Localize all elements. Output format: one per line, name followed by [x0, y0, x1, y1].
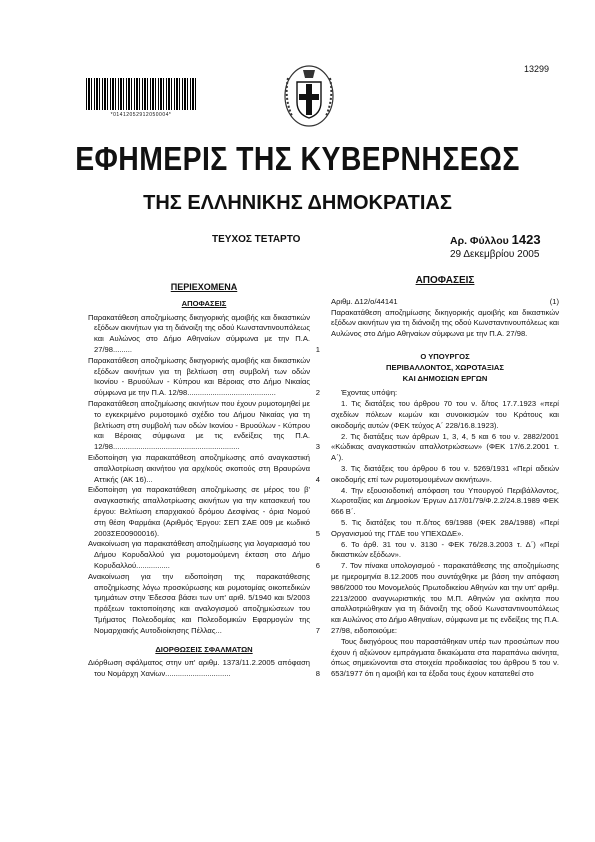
minister-title: Ο ΥΠΟΥΡΓΟΣ [420, 351, 470, 361]
decision-reference [331, 297, 559, 308]
body-paragraph: 5. Τις διατάξεις του π.δ/τος 69/1988 (ΦΕΚ 28Α/1988) «Περί Οργανισμού της ΓΓΔΕ του ΥΠΕΧΩΔΕ». [331, 517, 559, 538]
toc-entry: Ειδοποίηση για παρακατάθεση αποζημίωσης σε μέρος του β' αναγκαστικής απαλλοτρίωσης ακινήτων για την κατασκευή του έργου: Βελτίωση επαρχιακού δρόμου Δεσφίνας - όρια Νομού στη θέση Φαρμάκα (Αριθμός Έργου: ΣΕΠ ΣΑΕ 009 με κωδικό 2003ΣΕ00900016). 5 [88, 485, 320, 538]
ministry-name-line1: ΠΕΡΙΒΑΛΛΟΝΤΟΣ, ΧΩΡΟΤΑΞΙΑΣ [386, 362, 504, 372]
toc-entry: Παρακατάθεση αποζημίωσης δικηγορικής αμοιβής και δικαστικών εξόδων ακινήτων για τη διάνοιξη της οδού Κωνσταντινουπόλεως και Αυλώνος στο Δήμο Αθηναίων σύμφωνα με την Π.Α. 27/98......... 1 [88, 312, 320, 354]
toc-section-corrections: ΔΙΟΡΘΩΣΕΙΣ ΣΦΑΛΜΑΤΩΝ [155, 644, 253, 654]
toc-section-decisions: ΑΠΟΦΑΣΕΙΣ [181, 298, 227, 308]
body-paragraph: 1. Τις διατάξεις του άρθρου 70 του ν. δ/τος 17.7.1923 «περί σχεδίων πόλεων κωμών και συνοικισμών του Κράτους και οικοδομής αυτών (ΦΕΚ τεύχος Α΄ 228/16.8.1923). [331, 399, 559, 430]
decision-index: (1) [549, 296, 559, 306]
body-paragraph: 2. Τις διατάξεις των άρθρων 1, 3, 4, 5 και 6 του ν. 2882/2001 «Κώδικας αναγκαστικών απαλλοτριώσεων» (ΦΕΚ 17/6.2.2001 τ. Α΄). [331, 431, 559, 463]
toc-entry: Παρακατάθεση αποζημίωσης ακινήτων που έχουν ρυμοτομηθεί με το εγκεκριμένο ρυμοτομικό σχέδιο του Δήμου Νικαίας για τη βελτίωση στη συμβολή των οδών Ικονίου - Βρυούλων - Κύπρου και Βέροιας σύμφωνα με τις ενδείξεις της Π.Α. 12/98............................................................ 3 [88, 398, 320, 452]
sheet-label: Αρ. Φύλλου [450, 235, 509, 247]
sheet-value: 1423 [511, 232, 541, 247]
ministry-name-line2: ΚΑΙ ΔΗΜΟΣΙΩΝ ΕΡΓΩΝ [402, 373, 488, 383]
body-paragraph: 3. Τις διατάξεις του άρθρου 6 του ν. 5269/1931 «Περί αδειών οικοδομής επί των ρυμοτομουμένων ακινήτων». [331, 463, 559, 484]
toc-entry: Ανακοίνωση για παρακατάθεση αποζημίωσης για λογαριασμό του Δήμου Κορυδαλλού για ρυμοτομούμενη έκταση στο Δήμο Κορυδαλλού................ 6 [88, 539, 320, 570]
body-paragraph: Τους δικηγόρους που παραστάθηκαν υπέρ των προσώπων που έχουν ή αξιώνουν εμπράγματα δικαιώματα στα παραπάνω ακίνητα, όπως σημειώνονται στα στοιχεία προδικασίας του άρθρου 5 του ν. 653/1977 ότι η αμοιβή και τα έξοδα τους έχουν κατατεθεί στο [331, 636, 559, 679]
issue-date: 29 Δεκεμβρίου 2005 [450, 249, 540, 260]
barcode [86, 78, 196, 110]
page-number: 13299 [523, 64, 549, 74]
toc-entry: Παρακατάθεση αποζημίωσης δικηγορικής αμοιβής και δικαστικών εξόδων ακινήτων για τη βελτίωση στη συμβολή των οδών Ικονίου - Βρυούλων - Κύπρου και Βέροιας στο Δήμο Νικαίας σύμφωνα με την Π.Α. 12/98.......................................... 2 [88, 355, 320, 398]
having-regard: Έχοντας υπόψη: [341, 388, 398, 398]
decision-body [331, 276, 559, 680]
body-paragraph: 6. Το άρθ. 31 του ν. 3130 - ΦΕΚ 76/28.3.2003 τ. Δ΄) «Περί δικαστικών εξόδων». [331, 539, 559, 560]
series-label: ΤΕΥΧΟΣ ΤΕΤΑΡΤΟ [212, 234, 301, 245]
table-of-contents [88, 282, 320, 680]
gazette-title: ΕΦΗΜΕΡΙΣ ΤΗΣ ΚΥΒΕΡΝΗΣΕΩΣ [75, 140, 520, 177]
reference-number: Αριθμ. Δ12/ο/44141 [331, 296, 398, 306]
sheet-number [450, 232, 541, 247]
decision-intro: Παρακατάθεση αποζημίωσης δικηγορικής αμοιβής και δικαστικών εξόδων ακινήτων για τη διάνοιξη της οδού Κωνσταντινουπόλεως και Αυλώνος στο Δήμο Αθηναίων σύμφωνα με την Π.Α. 27/98. [331, 307, 559, 339]
greek-coat-of-arms-icon [282, 58, 336, 130]
toc-entry: Ειδοποίηση για παρακατάθεση αποζημίωσης από αναγκαστική απαλλοτρίωση ακινήτου για αρχ/κούς σκοπούς στη Βραυρώνα Αττικής (ΑΚ 16)... 4 [88, 452, 320, 484]
barcode-number: *01412052912050004* [110, 112, 172, 118]
toc-heading: ΠΕΡΙΕΧΟΜΕΝΑ [170, 282, 238, 292]
gazette-subtitle: ΤΗΣ ΕΛΛΗΝΙΚΗΣ ΔΗΜΟΚΡΑΤΙΑΣ [143, 192, 452, 214]
decisions-heading: ΑΠΟΦΑΣΕΙΣ [415, 275, 475, 286]
body-paragraph: 4. Την εξουσιοδοτική απόφαση του Υπουργού Περιβάλλοντος, Χωροταξίας και Δημοσίων Έργων Δ17/01/79/Φ.2.2/24.8.1989 ΦΕΚ 666 Β΄. [331, 485, 559, 517]
body-paragraph: 7. Τον πίνακα υπολογισμού - παρακατάθεσης της αποζημίωσης με ημερομηνία 8.12.2005 που συντάχθηκε με βάση την απόφαση 986/2000 του Μονομελούς Πρωτοδικείου Αθηνών και την υπ' αριθμ. 2213/2000 αναγνωριστικής του Μ.Π. Αθηνών για ακίνητα που απαλλοτριώθηκαν για τη διάνοιξη της οδού Κωνσταντινουπόλεως και Αυλώνος στο Δήμο Αθηναίων, σύμφωνα με τις ενδείξεις της Π.Α. 27/98, ειδοποιούμε: [331, 561, 559, 635]
toc-entry: Ανακοίνωση για την ειδοποίηση της παρακατάθεσης αποζημίωσης λόγω προσκύρωσης και ρυμοτομίας οικοπεδικών τμημάτων στην Έδεσσα βάσει των υπ' αριθ. 5/1940 και 5/2003 πράξεων τακτοποίησης και αναλογισμού αποζημιώσεων του Τμήματος Πολεοδομίας και Πολεοδομικών Εφαρμογών της Νομαρχιακής Αυτοδιοίκησης Πέλλας... 7 [88, 571, 320, 635]
toc-entry-correction: Διόρθωση σφάλματος στην υπ' αριθμ. 1373/11.2.2005 απόφαση του Νομάρχη Χανίων............................... 8 [88, 658, 320, 679]
